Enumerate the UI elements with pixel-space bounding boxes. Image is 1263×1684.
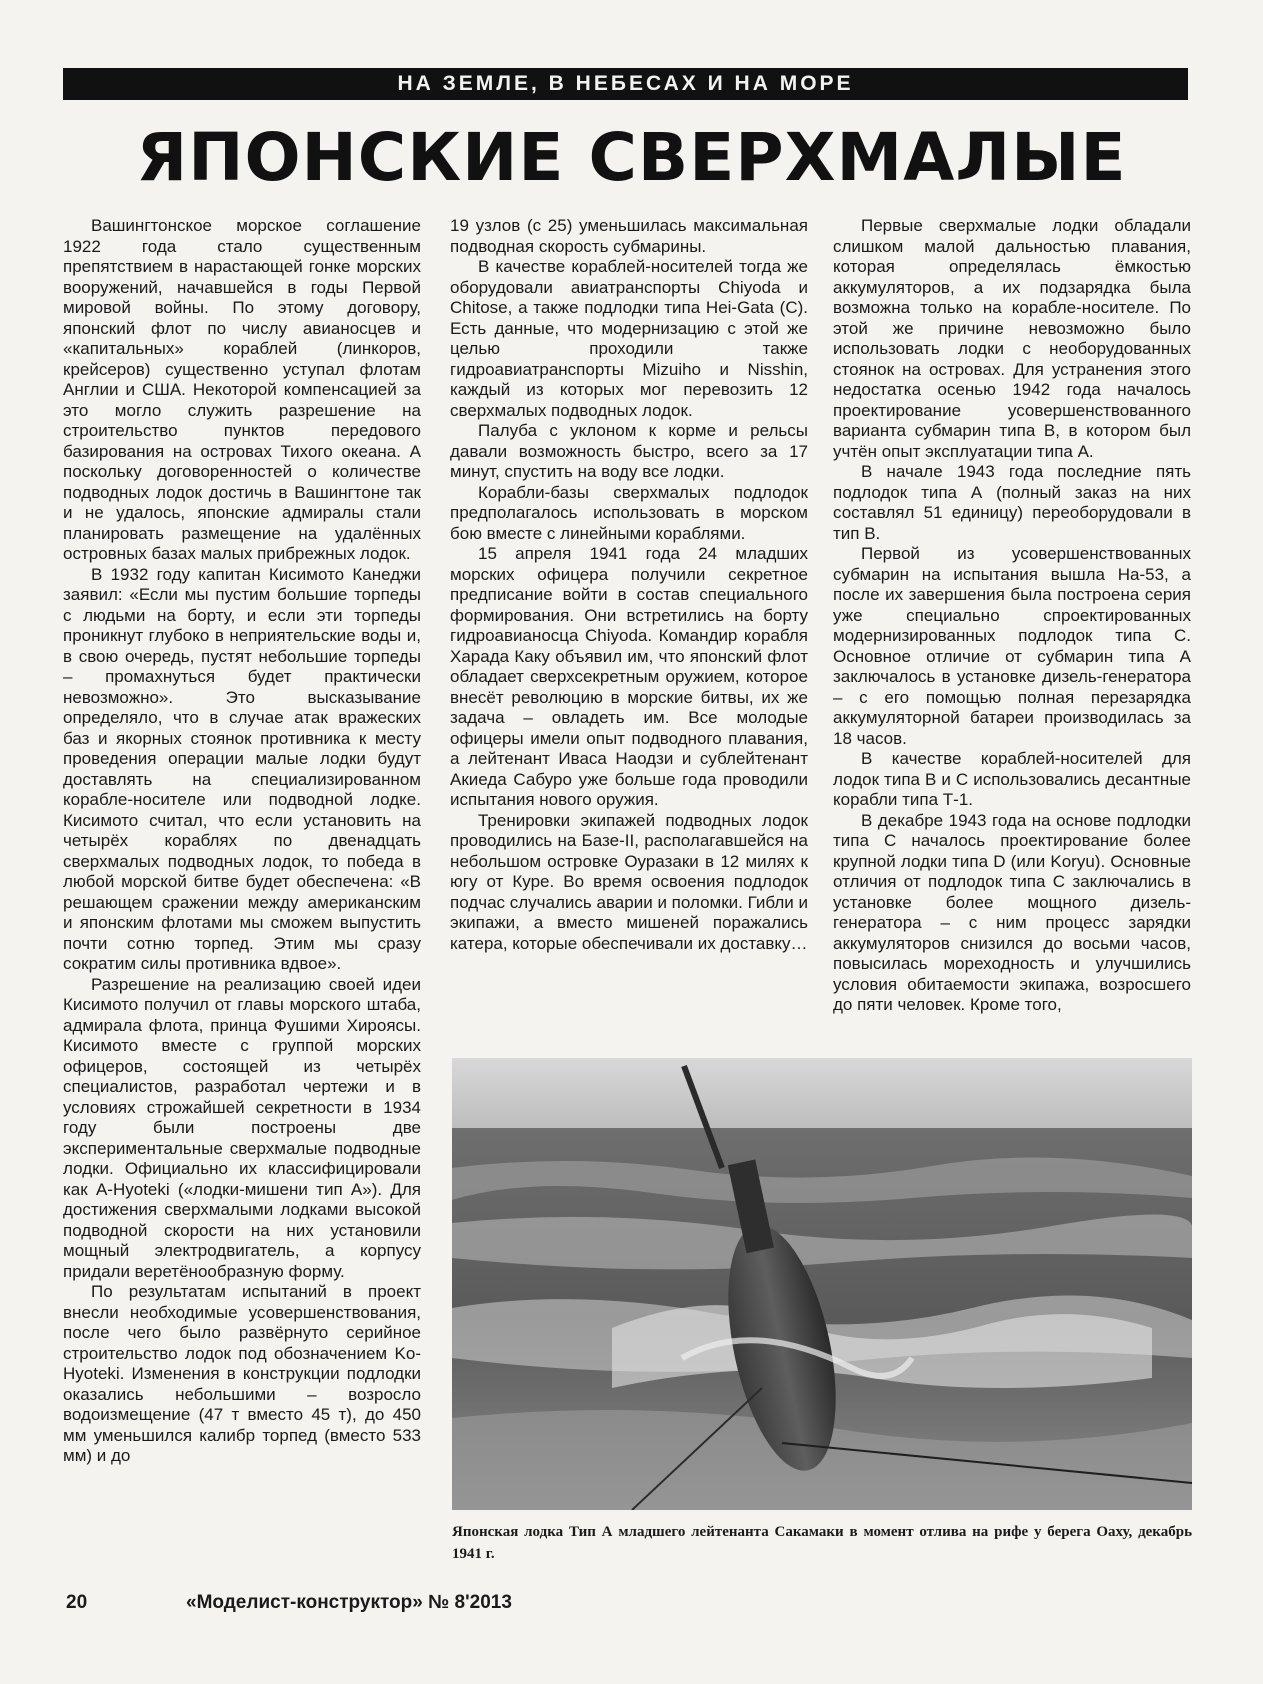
paragraph: Тренировки экипажей подводных лодок проводились на Базе-II, располагавшейся на небольшом островке Оуразаки в 12 милях к югу от Куре. Во время освоения подлодок подчас случались аварии и поломки. Гибли и экипажи, а вместо мишеней поражались катера, которые обеспечивали их доставку… bbox=[450, 810, 808, 953]
submarine-photo bbox=[452, 1058, 1192, 1510]
text-column-3 bbox=[833, 216, 1191, 1016]
paragraph: В 1932 году капитан Кисимото Канеджи заявил: «Если мы пустим большие торпеды с людьми на борту, и если эти торпеды проникнут глубоко в неприятельские воды и, в свою очередь, пустят небольшие торпеды – промахнуться будет практически невозможно». Это высказывание определяло, что в случае атак вражеских баз и якорных стоянок противника к месту проведения операции малые лодки будут доставлять на специализированном корабле-носителе или подводной лодке. Кисимото считал, что если установить на четырёх кораблях по двенадцать сверхмалых подводных лодок, то победа в любой морской битве будет обеспечена: «В решающем сражении между американским и японским флотами мы сможем выпустить почти сотню торпед. Этим мы сразу сократим силы противника вдвое». bbox=[63, 564, 421, 973]
paragraph: По результатам испытаний в проект внесли необходимые усовершенствования, после чего было развёрнуто серийное строительство лодок под обозначением Ko-Hyoteki. Изменения в конструкции подлодки оказались небольшими – возросло водоизмещение (47 т вместо 45 т), до 450 мм уменьшился калибр торпед (вместо 533 мм) и до bbox=[63, 1282, 421, 1465]
paragraph: В начале 1943 года последние пять подлодок типа А (полный заказ на них составлял 51 единицу) переоборудовали в тип В. bbox=[833, 462, 1191, 543]
article-title: ЯПОНСКИЕ СВЕРХМАЛЫЕ bbox=[136, 119, 1127, 196]
paragraph: Корабли-базы сверхмалых подлодок предполагалось использовать в морском бою вместе с линейными кораблями. bbox=[450, 482, 808, 543]
paragraph: В декабре 1943 года на основе подлодки типа С началось проектирование более крупной лодки типа D (или Koryu). Основные отличия от подлодок типа С заключались в установке более мощного дизель-генератора – с ним процесс зарядки аккумуляторов снизился до восьми часов, повысилась мореходность и улучшились условия обитаемости экипажа, возросшего до пяти человек. Кроме того, bbox=[833, 810, 1191, 1014]
page-number: 20 bbox=[66, 1592, 88, 1613]
paragraph: 19 узлов (с 25) уменьшилась максимальная подводная скорость субмарины. bbox=[450, 216, 808, 256]
paragraph: Палуба с уклоном к корме и рельсы давали возможность быстро, всего за 17 минут, спустить на воду все лодки. bbox=[450, 421, 808, 481]
paragraph: Первые сверхмалые лодки обладали слишком малой дальностью плавания, которая определялась ёмкостью аккумуляторов, а их подзарядка была возможна только на корабле-носителе. По этой же причине невозможно было использовать лодки с необорудованных стоянок на островах. Для устранения этого недостатка осенью 1942 года началось проектирование усовершенствованного варианта субмарин типа В, в котором был учтён опыт эксплуатации типа А. bbox=[833, 216, 1191, 461]
section-header-bar: НА ЗЕМЛЕ, В НЕБЕСАХ И НА МОРЕ bbox=[63, 68, 1188, 100]
paragraph: 15 апреля 1941 года 24 младших морских офицера получили секретное предписание войти в состав специального формирования. Они встретились на борту гидроавианосца Chiyoda. Командир корабля Харада Каку объявил им, что японский флот обладает сверхсекретным оружием, которое внесёт революцию в морские битвы, их же задача – овладеть им. Все молодые офицеры имели опыт подводного плавания, а лейтенант Иваса Наодзи и сублейтенант Акиеда Сабуро уже больше года проводили испытания нового оружия. bbox=[450, 544, 808, 809]
paragraph: В качестве кораблей-носителей тогда же оборудовали авиатранспорты Chiyoda и Chitose, а также подлодки типа Hei-Gata (С). Есть данные, что модернизацию с этой же целью проходили также гидроавиатранспорты Mizuiho и Nisshin, каждый из которых мог перевозить 12 сверхмалых подводных лодок. bbox=[450, 257, 808, 420]
text-column-1 bbox=[63, 216, 421, 1467]
paragraph: Вашингтонское морское соглашение 1922 года стало существенным препятствием в нарастающей гонке морских вооружений, начавшейся в годы Первой мировой войны. По этому договору, японский флот по числу авианосцев и «капитальных» кораблей (линкоров, крейсеров) существенно уступал флотам Англии и США. Некоторой компенсацией за это могло служить разрешение на строительство пунктов передового базирования на островах Тихого океана. А поскольку договоренностей о количестве подводных лодок достичь в Вашингтоне так и не удалось, японские адмиралы стали планировать размещение на удалённых островных базах малых прибрежных лодок. bbox=[63, 216, 421, 563]
magazine-issue: «Моделист-конструктор» № 8'2013 bbox=[186, 1592, 512, 1613]
paragraph: Первой из усовершенствованных субмарин на испытания вышла На-53, а после их завершения была построена серия уже специально спроектированных модернизированных подлодок типа С. Основное отличие от субмарин типа А заключалось в установке дизель-генератора – с его помощью полная перезарядка аккумуляторной батареи производилась за 18 часов. bbox=[833, 544, 1191, 748]
paragraph: В качестве кораблей-носителей для лодок типа В и С использовались десантные корабли типа Т-1. bbox=[833, 749, 1191, 809]
paragraph: Разрешение на реализацию своей идеи Кисимото получил от главы морского штаба, адмирала флота, принца Фушими Хироясы. Кисимото вместе с группой морских офицеров, состоящей из четырёх специалистов, разработал чертежи и в условиях строжайшей секретности в 1934 году были построены две экспериментальные сверхмалые подводные лодки. Официально их классифицировали как A-Hyoteki («лодки-мишени тип А»). Для достижения сверхмалыми лодками высокой подводной скорости на них установили мощный электродвигатель, а корпусу придали веретёнообразную форму. bbox=[63, 974, 421, 1281]
text-column-2 bbox=[450, 216, 808, 954]
photo-caption: Японская лодка Тип А младшего лейтенанта Сакамаки в момент отлива на рифе у берега Оаху, декабрь 1941 г. bbox=[452, 1524, 1192, 1562]
